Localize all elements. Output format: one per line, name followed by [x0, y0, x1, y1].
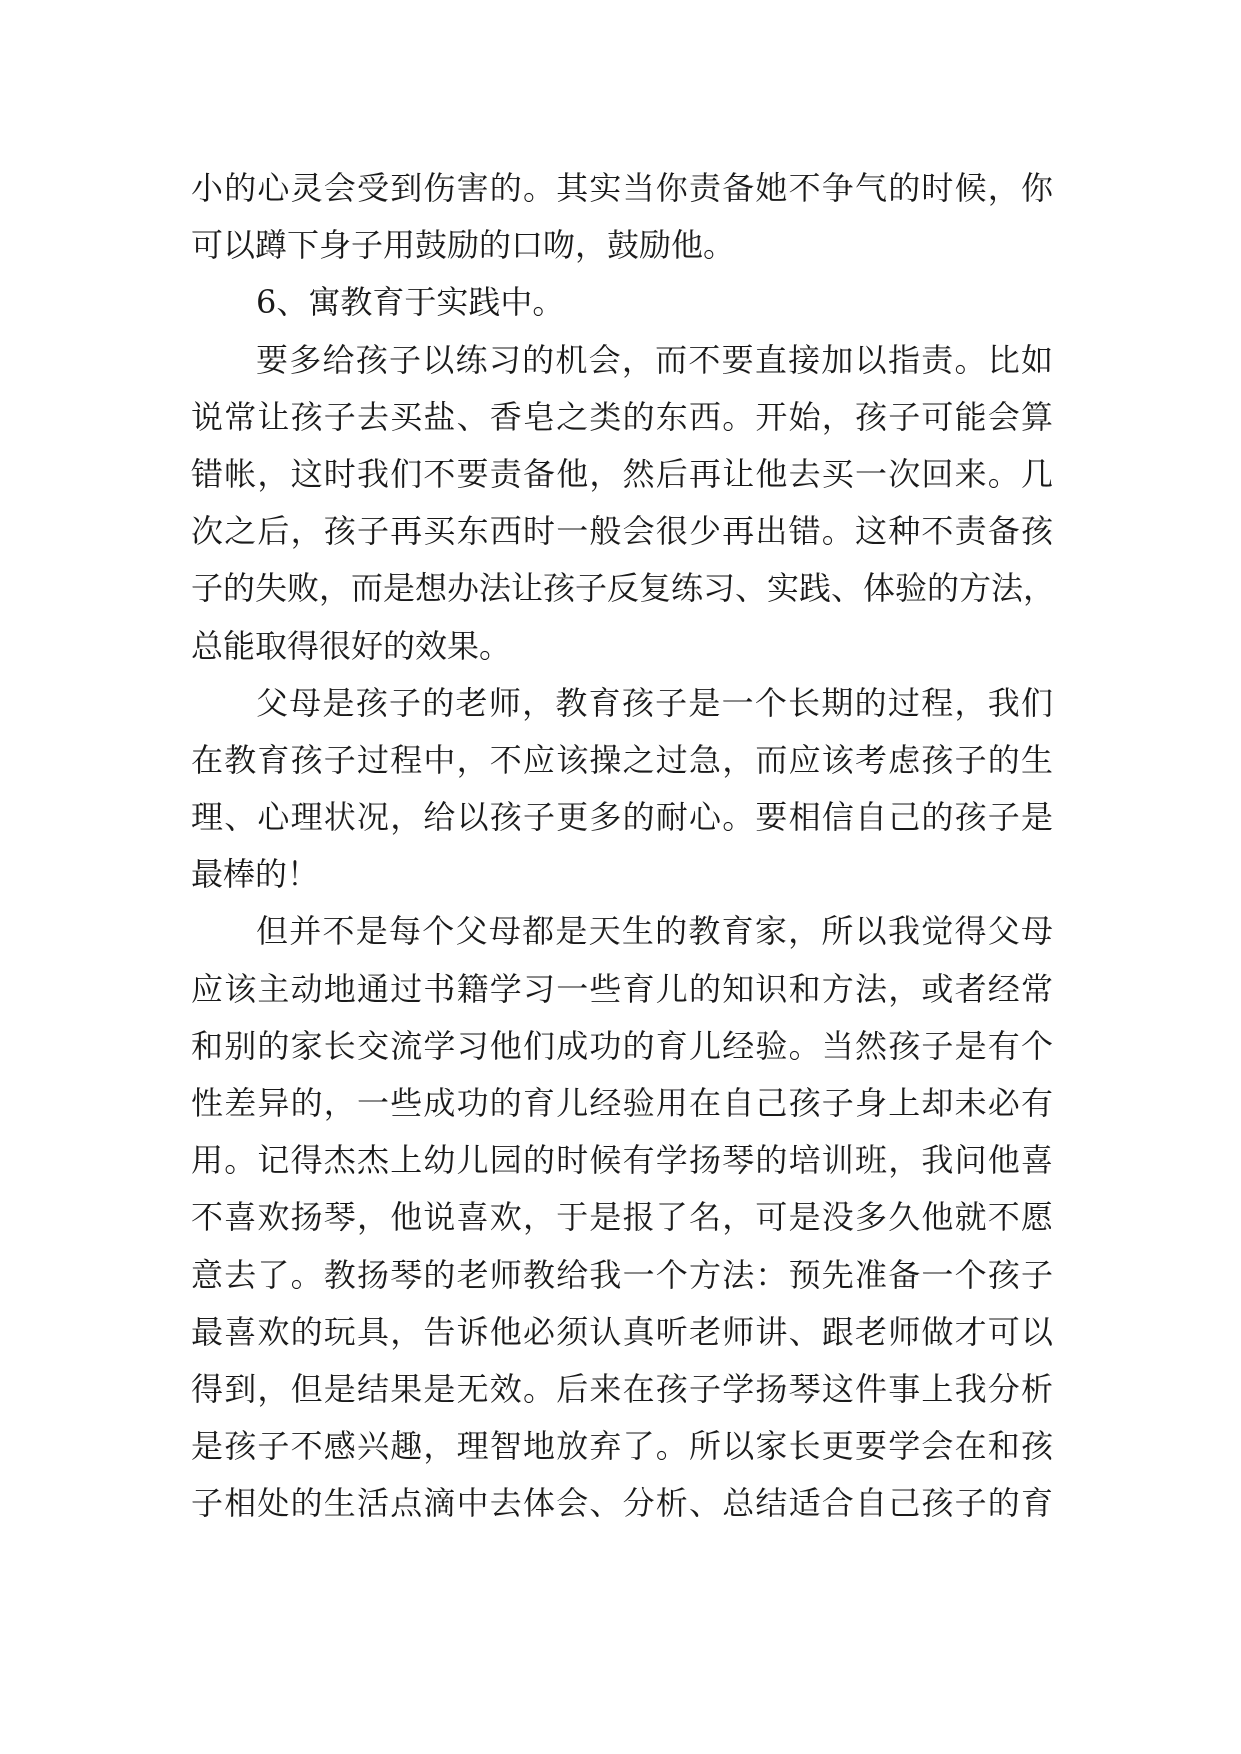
document-page — [191, 160, 1056, 1533]
text-line: 但并不是每个父母都是天生的教育家，所以我觉得父母 — [256, 912, 1053, 951]
text-line: 是孩子不感兴趣，理智地放弃了。所以家长更要学会在和孩 — [191, 1427, 1053, 1466]
text-line: 错帐，这时我们不要责备他，然后再让他去买一次回来。几 — [191, 454, 1053, 493]
text-line: 不喜欢扬琴，他说喜欢，于是报了名，可是没多久他就不愿 — [191, 1198, 1053, 1237]
text-line: 得到，但是结果是无效。后来在孩子学扬琴这件事上我分析 — [191, 1369, 1053, 1408]
text-line: 最喜欢的玩具，告诉他必须认真听老师讲、跟老师做才可以 — [191, 1312, 1053, 1351]
text-line: 可以蹲下身子用鼓励的口吻，鼓励他。 — [191, 226, 736, 265]
text-line: 次之后，孩子再买东西时一般会很少再出错。这种不责备孩 — [191, 512, 1053, 551]
section-heading: 6、寓教育于实践中。 — [256, 283, 565, 322]
text-line: 总能取得很好的效果。 — [191, 626, 512, 665]
text-line: 应该主动地通过书籍学习一些育儿的知识和方法，或者经常 — [191, 969, 1053, 1008]
text-line: 理、心理状况，给以孩子更多的耐心。要相信自己的孩子是 — [191, 798, 1053, 837]
text-line: 在教育孩子过程中，不应该操之过急，而应该考虑孩子的生 — [191, 740, 1053, 779]
text-line: 说常让孩子去买盐、香皂之类的东西。开始，孩子可能会算 — [191, 397, 1053, 436]
text-line: 最棒的！ — [191, 855, 320, 894]
text-line: 父母是孩子的老师，教育孩子是一个长期的过程，我们 — [256, 683, 1053, 722]
text-line: 要多给孩子以练习的机会，而不要直接加以指责。比如 — [256, 340, 1053, 379]
text-line: 小的心灵会受到伤害的。其实当你责备她不争气的时候，你 — [191, 169, 1053, 207]
text-line: 意去了。教扬琴的老师教给我一个方法：预先准备一个孩子 — [191, 1255, 1053, 1294]
text-line: 用。记得杰杰上幼儿园的时候有学扬琴的培训班，我问他喜 — [191, 1141, 1053, 1180]
text-line: 性差异的，一些成功的育儿经验用在自己孩子身上却未必有 — [191, 1084, 1053, 1122]
text-line: 子的失败，而是想办法让孩子反复练习、实践、体验的方法， — [191, 569, 1056, 608]
text-line: 和别的家长交流学习他们成功的育儿经验。当然孩子是有个 — [191, 1026, 1053, 1065]
text-line: 子相处的生活点滴中去体会、分析、总结适合自己孩子的育 — [191, 1484, 1053, 1523]
